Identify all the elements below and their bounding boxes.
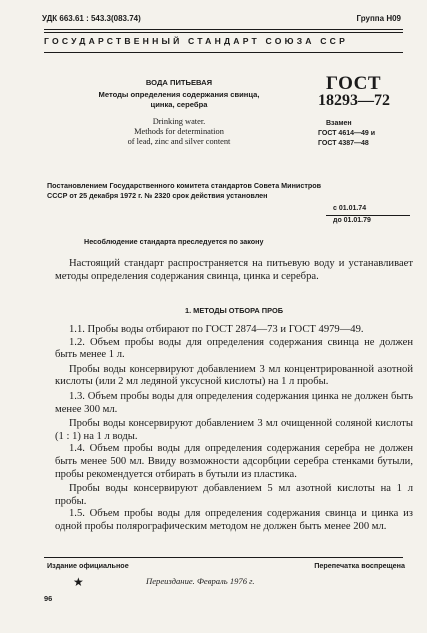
header-rule-bottom: [44, 52, 403, 53]
star-icon: ★: [73, 575, 84, 589]
title-ru-line2: Методы определения содержания свинца,: [98, 90, 260, 99]
title-en-line3: of lead, zinc and silver content: [127, 137, 231, 146]
group-code: Группа Н09: [356, 14, 401, 23]
legal-notice-text: Несоблюдение стандарта преследуется по закону: [84, 237, 264, 246]
header-rule: [44, 29, 403, 33]
intro-text: Настоящий стандарт распространяется на питьевую воду и устанавливает методы определения содержания свинца, цинка и серебра.: [55, 258, 413, 282]
para-1-5: 1.5. Объем пробы воды для определения содержания свинца и цинка из одной пробы полярографическим методом не должен быть менее 200 мл.: [55, 508, 413, 532]
title-en-line1: Drinking water.: [152, 117, 206, 126]
reissue-date: Переиздание. Февраль 1976 г.: [146, 576, 255, 586]
replaces-gost-2: ГОСТ 4387—48: [318, 140, 369, 147]
intro-paragraph: [55, 258, 413, 283]
section-1-heading: 1. МЕТОДЫ ОТБОРА ПРОБ: [184, 306, 284, 315]
footer-rule: [44, 557, 403, 558]
title-ru-line1: ВОДА ПИТЬЕВАЯ: [145, 78, 213, 87]
decree-line2: СССР от 25 декабря 1972 г. № 2320 срок действия установлен: [47, 191, 268, 200]
gost-number: 18293—72: [318, 92, 390, 109]
section-1-body: [55, 324, 413, 534]
para-1-2-preserve: Пробы воды консервируют добавлением 3 мл концентрированной азотной кислоты (или 2 мл ледяной уксусной кислоты) на 1 л пробы.: [55, 363, 413, 388]
replaces-label: Взамен: [326, 120, 352, 127]
valid-from: с 01.01.74: [333, 205, 367, 212]
valid-to: до 01.01.79: [333, 217, 371, 224]
government-standard-line: ГОСУДАРСТВЕННЫЙ СТАНДАРТ СОЮЗА ССР: [44, 36, 349, 46]
gost-label: ГОСТ: [326, 73, 382, 94]
para-1-3: 1.3. Объем пробы воды для определения содержания цинка не должен быть менее 300 мл.: [55, 390, 413, 415]
validity-rule: [326, 215, 410, 216]
title-ru-line3: цинка, серебра: [150, 100, 208, 109]
replaces-gost-1: ГОСТ 4614—49 и: [318, 130, 376, 137]
official-edition: Издание официальное: [47, 561, 129, 570]
page-number: 96: [44, 594, 53, 603]
reprint-prohibited: Перепечатка воспрещена: [314, 561, 405, 570]
para-1-4-preserve: Пробы воды консервируют добавлением 5 мл азотной кислоты на 1 л пробы.: [55, 483, 413, 507]
para-1-4: 1.4. Объем пробы воды для определения содержания серебра не должен быть менее 500 мл. Ввиду возможности адсорбции серебра стенками бутыли, пробы рекомендуется отбирать в бутыли из пластика.: [55, 443, 413, 480]
para-1-1: 1.1. Пробы воды отбирают по ГОСТ 2874—73 и ГОСТ 4979—49.: [69, 324, 364, 335]
decree-line1: Постановлением Государственного комитета стандартов Совета Министров: [47, 181, 322, 190]
para-1-2: 1.2. Объем пробы воды для определения содержания свинца не должен быть менее 1 л.: [55, 336, 413, 361]
title-en-line2: Methods for determination: [134, 127, 224, 136]
para-1-3-preserve: Пробы воды консервируют добавлением 3 мл очищенной соляной кислоты (1 : 1) на 1 л воды.: [55, 418, 413, 442]
udk-code: УДК 663.61 : 543.3(083.74): [42, 14, 141, 23]
